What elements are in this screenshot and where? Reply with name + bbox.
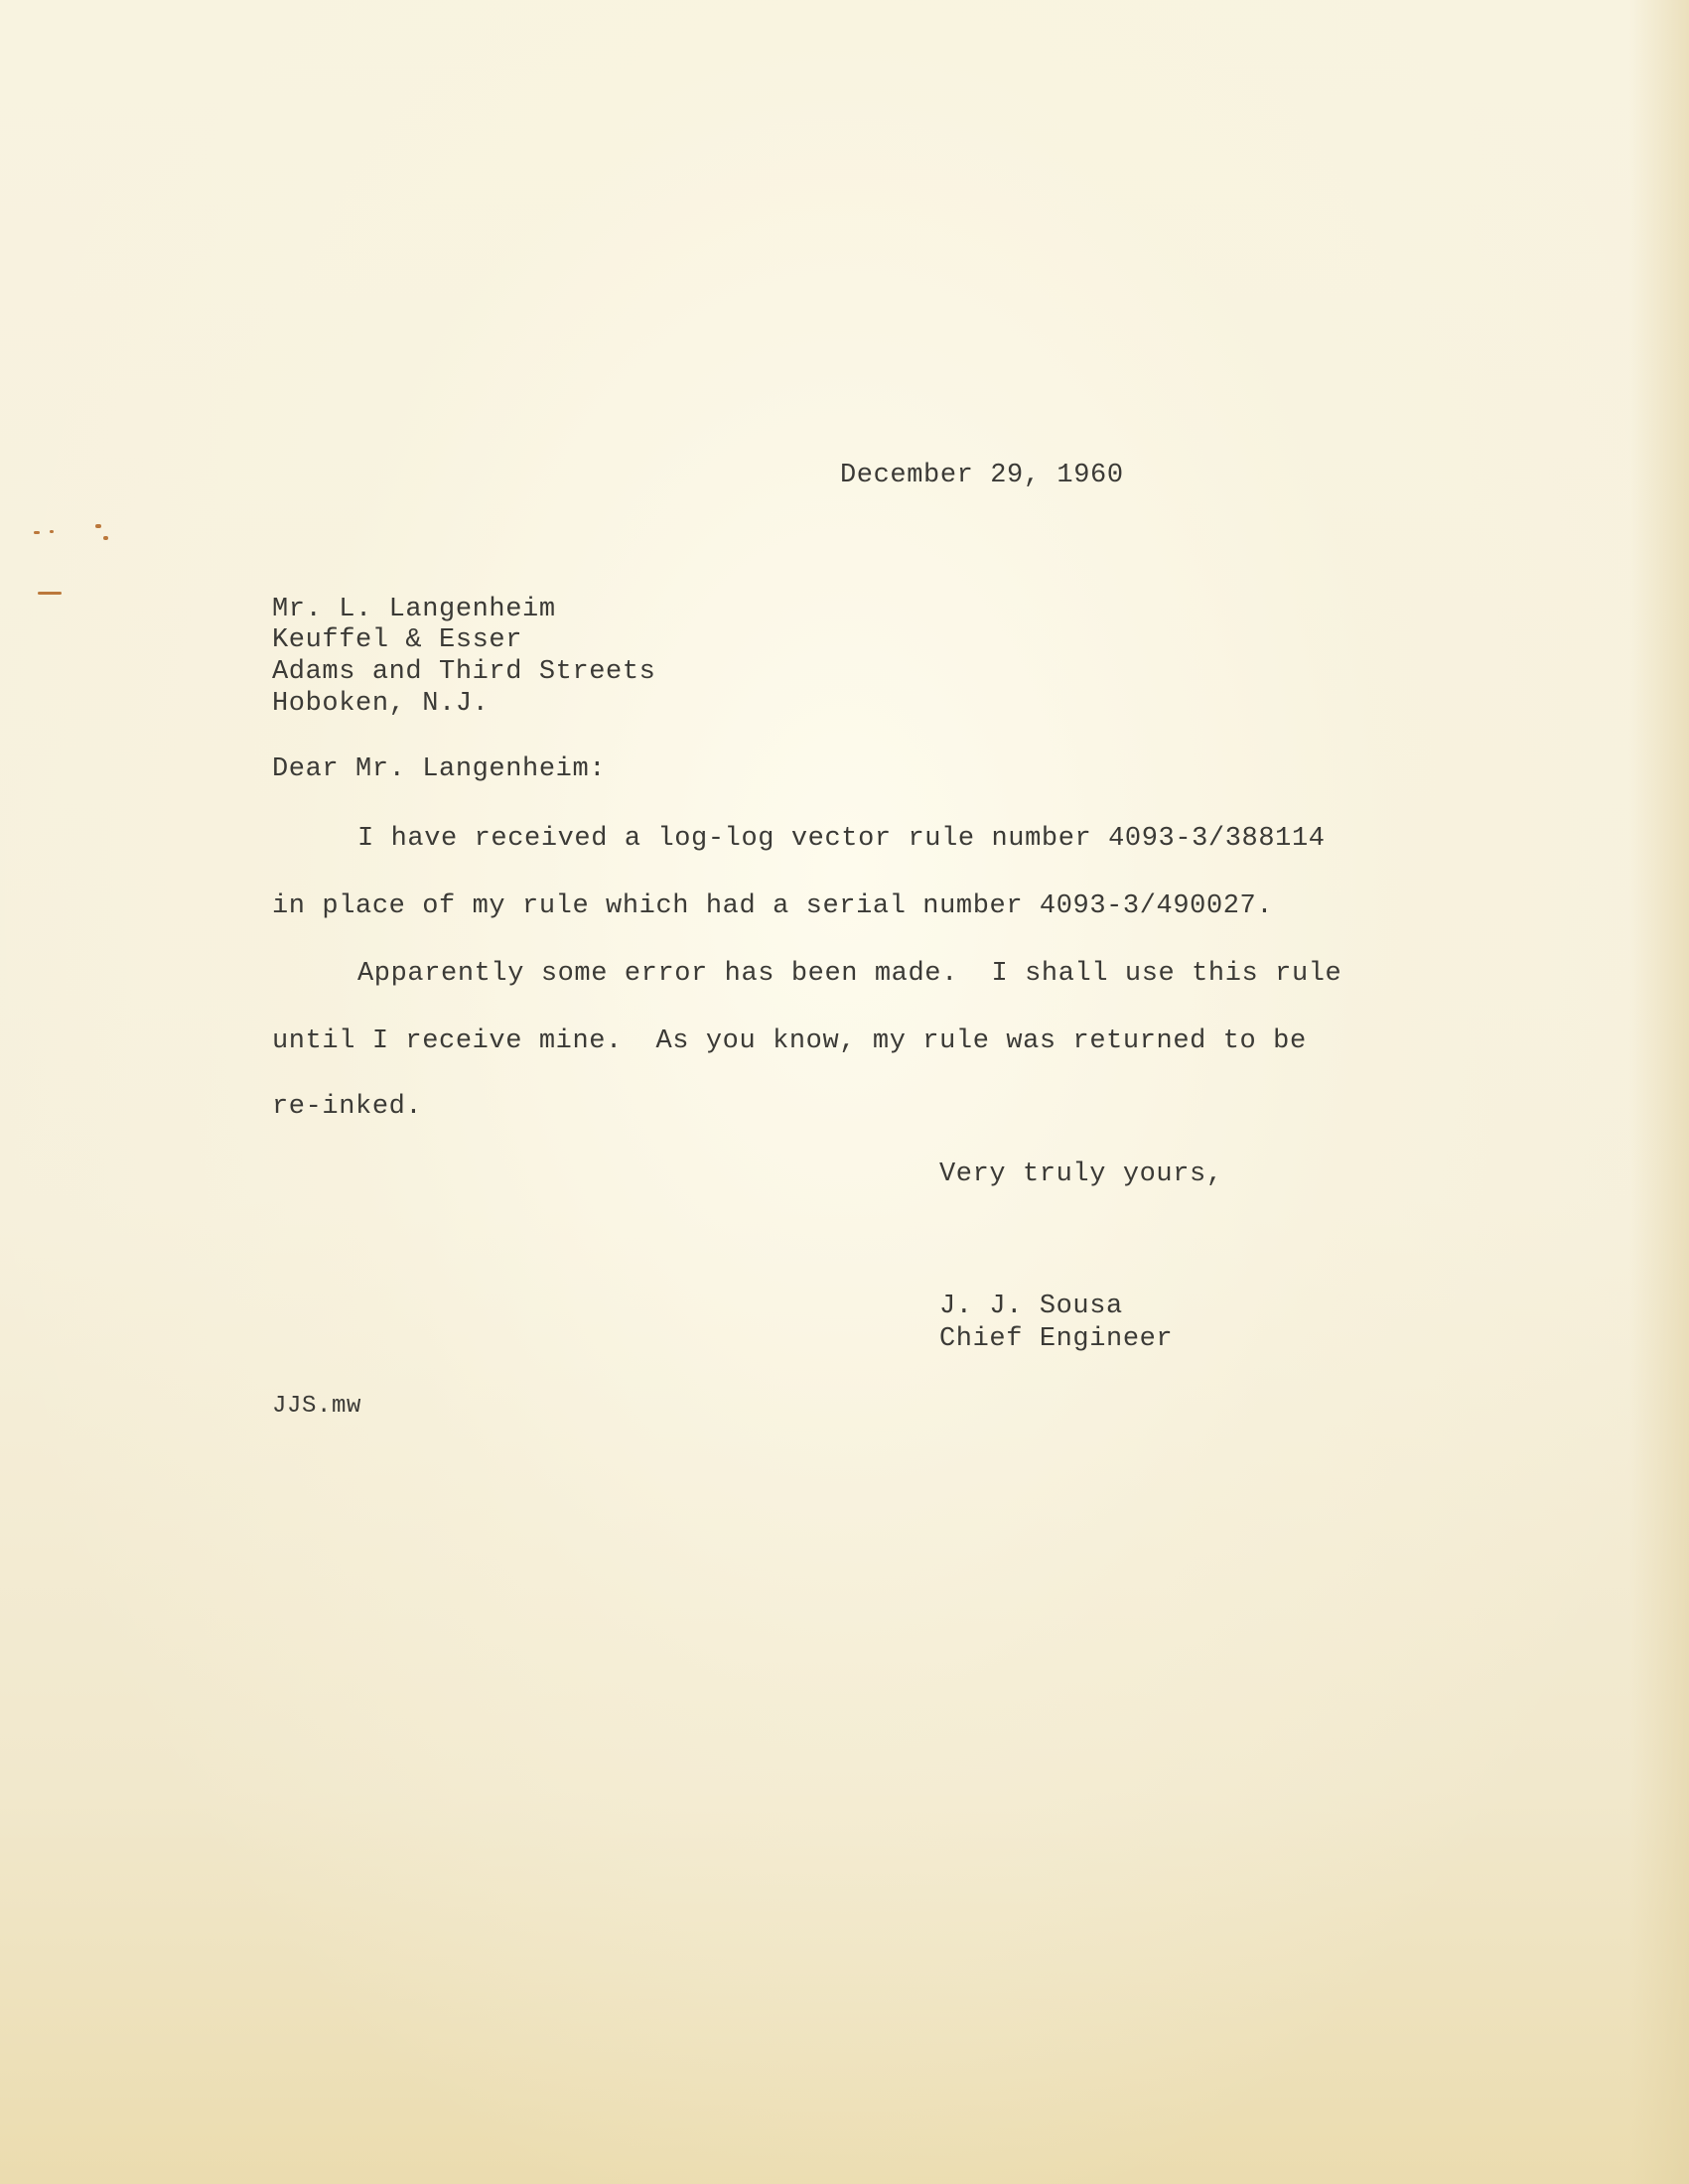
recipient-city: Hoboken, N.J. [272, 689, 490, 719]
rust-stain-mark [34, 531, 40, 534]
salutation: Dear Mr. Langenheim: [272, 754, 607, 784]
body-line-3: Apparently some error has been made. I shall use this rule [357, 959, 1342, 989]
body-line-1: I have received a log-log vector rule number 4093-3/388114 [357, 824, 1326, 854]
recipient-street: Adams and Third Streets [272, 657, 656, 687]
closing: Very truly yours, [939, 1160, 1223, 1189]
rust-stain-mark [50, 530, 54, 533]
rust-stain-mark [38, 592, 62, 595]
recipient-name: Mr. L. Langenheim [272, 595, 556, 624]
signature-title: Chief Engineer [939, 1324, 1174, 1354]
body-line-5: re-inked. [272, 1092, 423, 1122]
body-line-2: in place of my rule which had a serial number 4093-3/490027. [272, 891, 1274, 921]
letter-date: December 29, 1960 [840, 461, 1124, 490]
reference-initials: JJS.mw [272, 1393, 362, 1420]
body-line-4: until I receive mine. As you know, my rule was returned to be [272, 1026, 1307, 1056]
signature-name: J. J. Sousa [939, 1292, 1123, 1321]
recipient-company: Keuffel & Esser [272, 625, 523, 655]
rust-stain-mark [95, 524, 101, 528]
rust-stain-mark [103, 536, 108, 540]
